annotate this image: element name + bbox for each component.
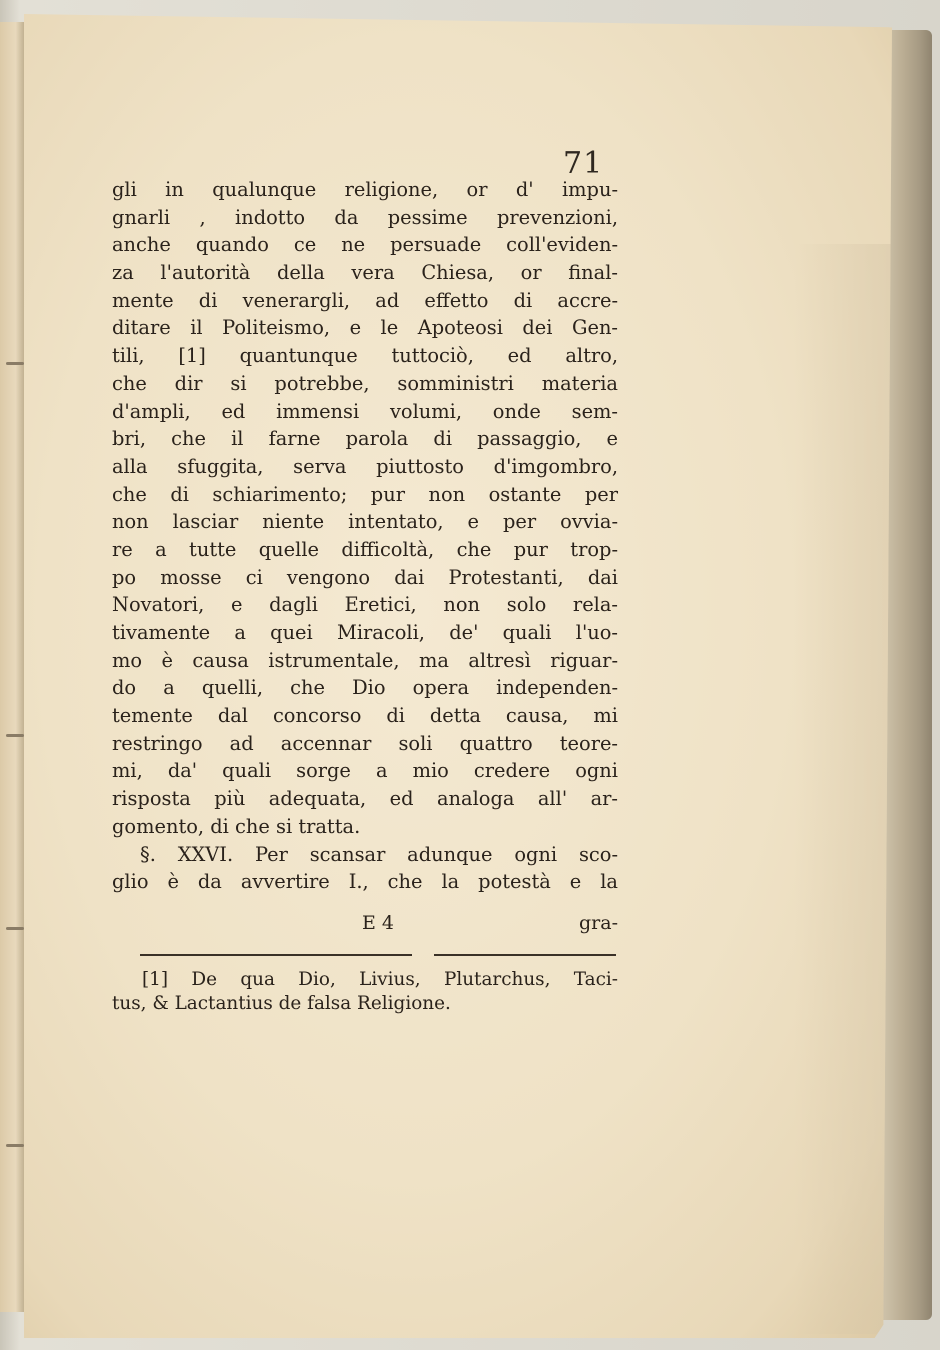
text-line: gli in qualunque religione, or d' impu- bbox=[112, 178, 618, 201]
text-line: re a tutte quelle difficoltà, che pur trop- bbox=[112, 537, 618, 561]
text-line: alla sfuggita, serva piuttosto d'imgombro, bbox=[112, 454, 618, 478]
text-line: d'ampli, ed immensi volumi, onde sem- bbox=[112, 399, 618, 423]
signature-mark: E 4 bbox=[362, 912, 394, 934]
footnote bbox=[112, 968, 618, 1016]
binding-stitch bbox=[6, 734, 24, 737]
body-text bbox=[112, 176, 618, 896]
text-line: bri, che il farne parola di passaggio, e bbox=[112, 427, 618, 451]
page-number: 71 bbox=[563, 146, 604, 181]
text-line: anche quando ce ne persuade coll'eviden- bbox=[112, 233, 618, 257]
text-line: non lasciar niente intentato, e per ovvia- bbox=[112, 510, 618, 534]
text-line: mi, da' quali sorge a mio credere ogni bbox=[112, 759, 618, 783]
text-line: mente di venerargli, ad effetto di accre- bbox=[112, 288, 618, 312]
signature-line bbox=[112, 912, 618, 940]
footnote-line: tus, & Lactantius de falsa Religione. bbox=[112, 993, 451, 1014]
catchword: gra- bbox=[579, 912, 618, 934]
section-heading-line: §. XXVI. Per scansar adunque ogni sco- bbox=[140, 842, 618, 866]
footnote-rule bbox=[140, 954, 616, 957]
text-line: che dir si potrebbe, somministri materia bbox=[112, 371, 618, 395]
text-line: tili, [1] quantunque tuttociò, ed altro, bbox=[112, 344, 618, 368]
text-line: risposta più adequata, ed analoga all' ar- bbox=[112, 787, 618, 811]
text-line: za l'autorità della vera Chiesa, or final- bbox=[112, 261, 618, 285]
facing-page-edge bbox=[0, 22, 27, 1312]
text-line: glio è da avvertire I., che la potestà e la bbox=[112, 870, 618, 894]
text-line: tivamente a quei Miracoli, de' quali l'uo- bbox=[112, 621, 618, 644]
rule-segment bbox=[434, 954, 616, 956]
text-line: temente dal concorso di detta causa, mi bbox=[112, 704, 618, 728]
text-line: mo è causa istrumentale, ma altresì riguar- bbox=[112, 648, 618, 672]
binding-stitch bbox=[6, 1144, 24, 1147]
rule-segment bbox=[140, 954, 412, 956]
text-line: Novatori, e dagli Eretici, non solo rela- bbox=[112, 593, 618, 617]
text-line: ditare il Politeismo, e le Apoteosi dei Gen- bbox=[112, 316, 618, 340]
text-line: restringo ad accennar soli quattro teore- bbox=[112, 731, 618, 755]
footnote-line: [1] De qua Dio, Livius, Plutarchus, Taci- bbox=[142, 969, 618, 990]
text-line: gnarli , indotto da pessime prevenzioni, bbox=[112, 205, 618, 229]
text-line: po mosse ci vengono dai Protestanti, dai bbox=[112, 565, 618, 589]
text-line: che di schiarimento; pur non ostante per bbox=[112, 482, 618, 506]
binding-stitch bbox=[6, 927, 24, 930]
binding-stitch bbox=[6, 362, 24, 365]
text-line: gomento, di che si tratta. bbox=[112, 814, 361, 838]
text-line: do a quelli, che Dio opera independen- bbox=[112, 676, 618, 700]
